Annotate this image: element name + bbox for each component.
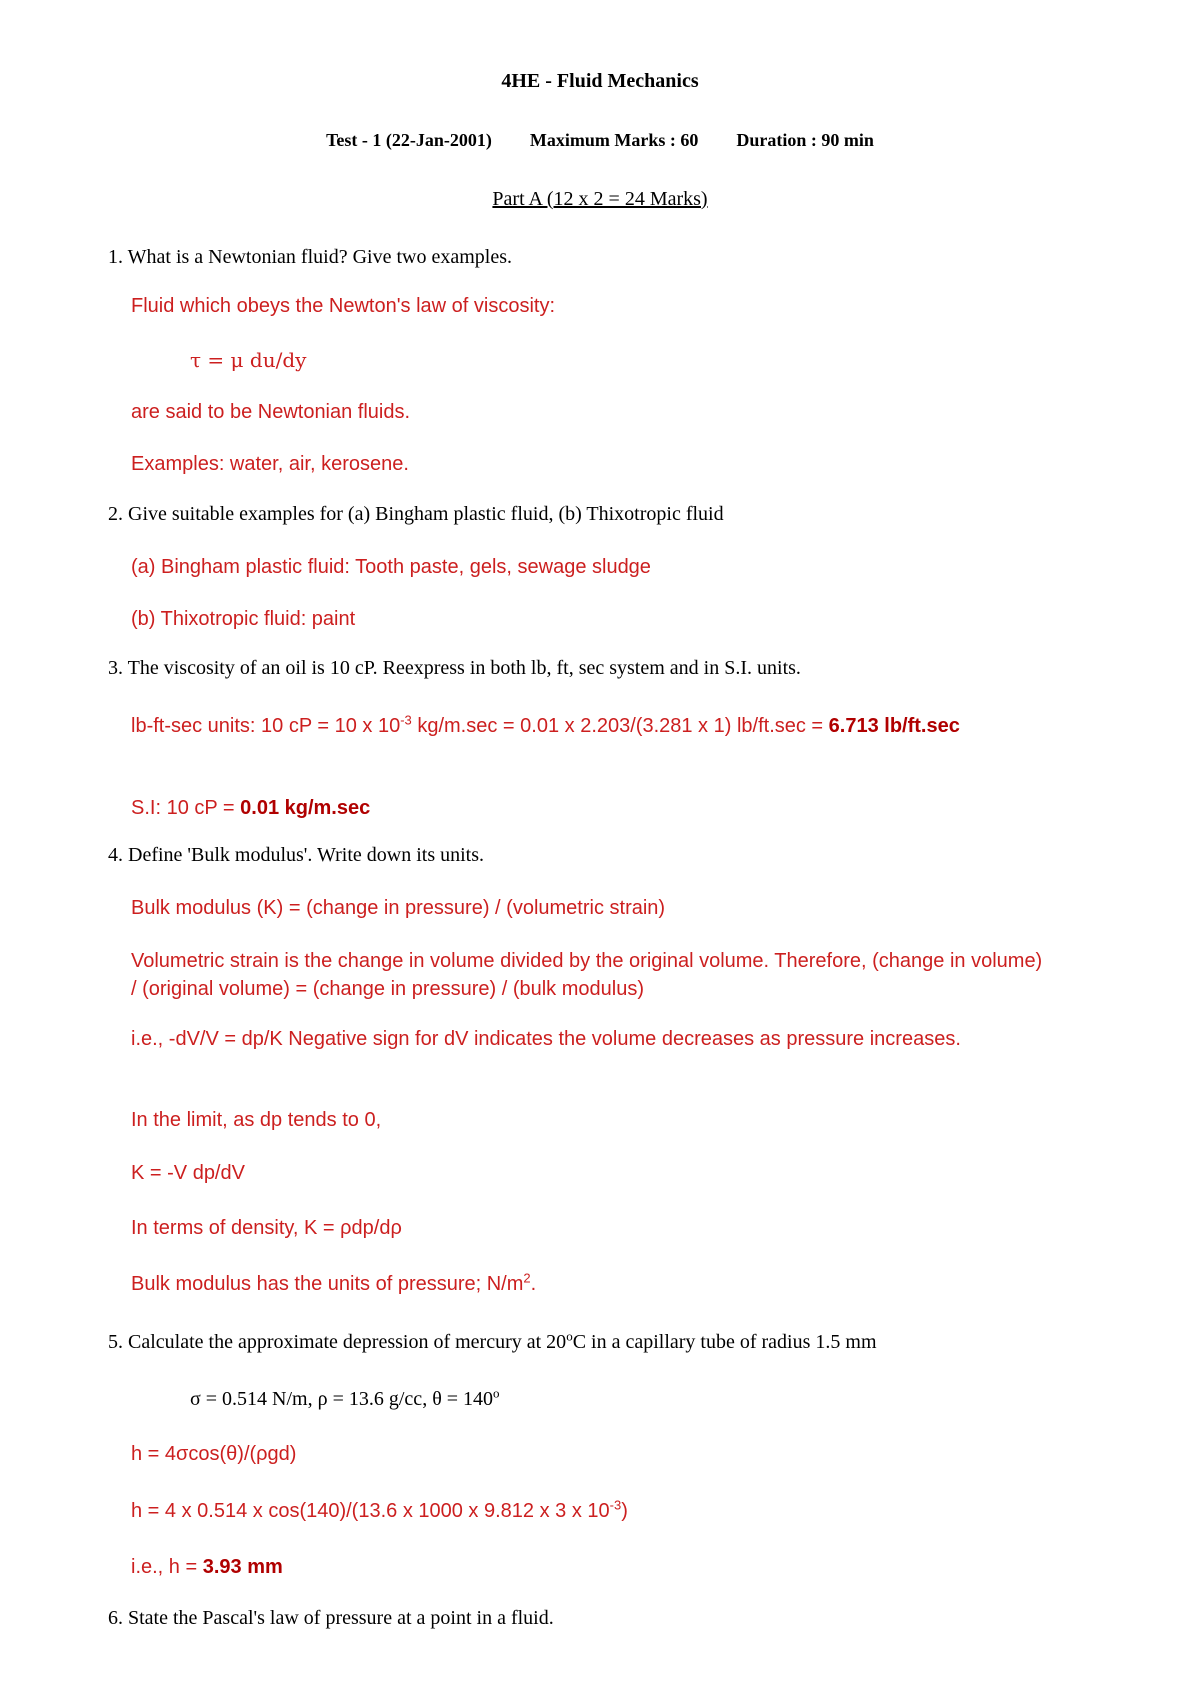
answer-3-lbftsec — [131, 712, 1071, 740]
answer-5-exponent: -3 — [609, 1497, 622, 1513]
question-5-text: 5. Calculate the approximate depression of mercury at 20 — [108, 1331, 567, 1353]
question-5-given-text: σ = 0.514 N/m, ρ = 13.6 g/cc, θ = 140 — [190, 1388, 494, 1410]
answer-5-result — [131, 1553, 283, 1581]
max-marks: Maximum Marks : 60 — [529, 130, 699, 150]
answer-5-substitution-text: h = 4 x 0.514 x cos(140)/(13.6 x 1000 x 9.812 x 3 x 10 — [131, 1500, 610, 1522]
answer-4-units — [131, 1270, 536, 1298]
question-1: 1. What is a Newtonian fluid? Give two examples. — [108, 246, 512, 268]
question-3: 3. The viscosity of an oil is 10 cP. Reexpress in both lb, ft, sec system and in S.I. units. — [108, 657, 801, 679]
question-4: 4. Define 'Bulk modulus'. Write down its units. — [108, 844, 485, 866]
question-5-given — [190, 1385, 500, 1411]
answer-1-formula: τ = μ du/dy — [190, 348, 307, 372]
question-5-given-degree: o — [493, 1385, 500, 1401]
answer-1-line-1: Fluid which obeys the Newton's law of viscosity: — [131, 295, 555, 317]
answer-4-density: In terms of density, K = ρdp/dρ — [131, 1217, 402, 1239]
answer-3-si-result: 0.01 kg/m.sec — [240, 797, 371, 819]
answer-1-line-3: are said to be Newtonian fluids. — [131, 401, 411, 423]
answer-1-examples: Examples: water, air, kerosene. — [131, 453, 409, 475]
answer-4-definition: Bulk modulus (K) = (change in pressure) / (volumetric strain) — [131, 897, 666, 919]
document-title: 4HE - Fluid Mechanics — [501, 70, 699, 92]
answer-4-units-text: Bulk modulus has the units of pressure; N/m — [131, 1273, 524, 1295]
answer-3-lbftsec-text: lb-ft-sec units: 10 cP = 10 x 10 — [131, 715, 401, 737]
question-5 — [108, 1328, 877, 1354]
answer-4-units-exponent: 2 — [523, 1270, 531, 1286]
answer-4-negative-sign: i.e., -dV/V = dp/K Negative sign for dV indicates the volume decreases as pressure increases. — [131, 1028, 961, 1050]
answer-4-formula: K = -V dp/dV — [131, 1162, 245, 1184]
answer-3-lbftsec-result: 6.713 lb/ft.sec — [828, 715, 960, 737]
part-heading: Part A (12 x 2 = 24 Marks) — [492, 188, 708, 210]
question-6: 6. State the Pascal's law of pressure at a point in a fluid. — [108, 1607, 554, 1629]
answer-4-units-end: . — [530, 1273, 537, 1295]
exam-meta — [0, 130, 1200, 151]
answer-3-exponent: -3 — [400, 712, 412, 728]
duration: Duration : 90 min — [736, 130, 874, 150]
answer-4-volumetric-strain: Volumetric strain is the change in volume divided by the original volume. Therefore, (change in volume) / (original volume) = (change in pressure) / (bulk modulus) — [131, 950, 1043, 1000]
answer-3-lbftsec-mid: kg/m.sec = 0.01 x 2.203/(3.281 x 1) lb/ft.sec = — [411, 715, 829, 737]
question-5-degree: o — [566, 1328, 573, 1344]
answer-5-formula: h = 4σcos(θ)/(ρgd) — [131, 1443, 297, 1465]
answer-5-result-text: i.e., h = — [131, 1556, 203, 1578]
answer-5-substitution — [131, 1497, 628, 1525]
answer-4-limit: In the limit, as dp tends to 0, — [131, 1109, 382, 1131]
answer-3-si — [131, 794, 370, 822]
answer-2-bingham: (a) Bingham plastic fluid: Tooth paste, gels, sewage sludge — [131, 556, 651, 578]
test-info: Test - 1 (22-Jan-2001) — [326, 130, 492, 150]
answer-2-thixotropic: (b) Thixotropic fluid: paint — [131, 608, 356, 630]
question-2: 2. Give suitable examples for (a) Bingham plastic fluid, (b) Thixotropic fluid — [108, 503, 724, 525]
answer-5-substitution-end: ) — [621, 1500, 628, 1522]
answer-5-result-value: 3.93 mm — [202, 1556, 283, 1578]
question-5-text-end: C in a capillary tube of radius 1.5 mm — [572, 1331, 877, 1353]
answer-3-si-text: S.I: 10 cP = — [131, 797, 241, 819]
